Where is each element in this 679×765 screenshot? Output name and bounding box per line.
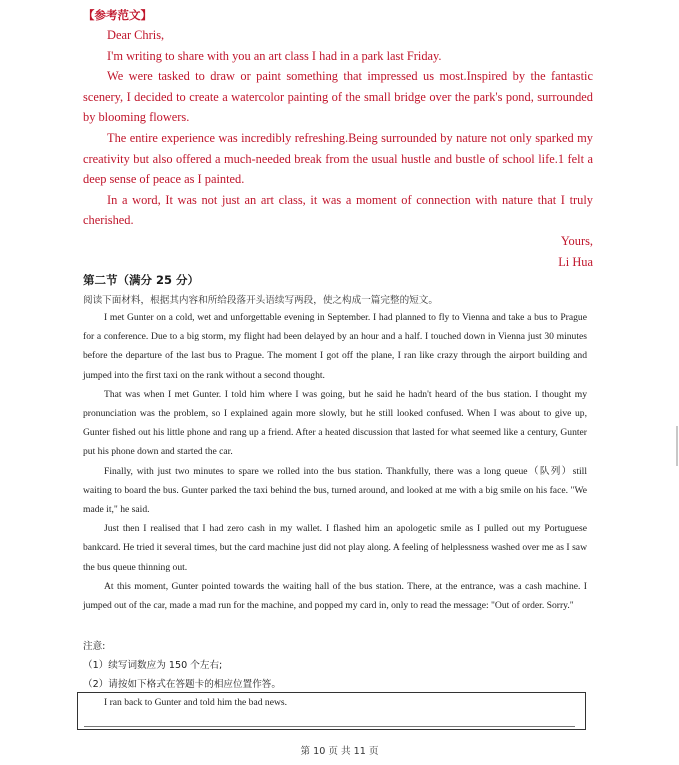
essay-paragraph: The entire experience was incredibly refreshing.Being surrounded by nature not only sparked my creativity but also offered a much-needed break from the usual hustle and bustle of school life.1 felt a deep sense of peace as I painted. xyxy=(83,130,593,187)
note-item: （1）续写词数应为 150 个左右; xyxy=(83,660,223,671)
essay-greeting: Dear Chris, xyxy=(107,28,165,42)
notes-title: 注意: xyxy=(83,641,106,652)
story-text xyxy=(83,308,587,615)
essay-paragraph: In a word, It was not just an art class, it was a moment of connection with nature that I truly cherished. xyxy=(83,192,593,228)
page-number: 第 10 页 共 11 页 xyxy=(300,746,379,757)
essay-closing: Yours, xyxy=(560,233,593,248)
note-item: （2）请按如下格式在答题卡的相应位置作答。 xyxy=(83,679,281,690)
story-paragraph: Finally, with just two minutes to spare we rolled into the bus station. Thankfully, there was a long queue（队列）still waiting to board the bus. Gunter parked the taxi behind the bus, turned around, and looked at me with a big smile on his face. "We made it," he said. xyxy=(83,465,587,516)
section-title: 第二节（满分 25 分） xyxy=(83,273,200,287)
reference-essay xyxy=(83,25,593,272)
story-paragraph: I met Gunter on a cold, wet and unforgettable evening in September. I had planned to fly to Vienna and take a bus to Prague for a conference. Due to a big storm, my flight had been delayed by an hour and a half. I touched down in Vienna just 30 minutes before the departure of the last bus to Prague. The moment I got off the plane, I ran like crazy through the airport building and jumped into the first taxi on the rank without a second thought. xyxy=(83,312,587,381)
answer-line xyxy=(84,726,575,727)
story-paragraph: That was when I met Gunter. I told him where I was going, but he said he hadn't heard of the bus station. I thought my pronunciation was the problem, so I explained again more slowly, but he still looked confused. When I was about to give up, Gunter fished out his little phone and rang up a friend. After a heated discussion that lasted for what seemed like a century, Gunter put his phone down and started the car. xyxy=(83,388,587,458)
essay-paragraph: We were tasked to draw or paint something that impressed us most.Inspired by the fantastic scenery, I decided to create a watercolor painting of the small bridge over the park's pond, surrounded by blooming flowers. xyxy=(83,69,593,125)
essay-paragraph: I'm writing to share with you an art class I had in a park last Friday. xyxy=(107,48,442,63)
answer-opening: I ran back to Gunter and told him the bad news. xyxy=(104,697,288,708)
story-paragraph: At this moment, Gunter pointed towards the waiting hall of the bus station. There, at the entrance, was a cash machine. I jumped out of the car, made a mad run for the machine, and popped my card in, only to read the message: "Out of order. Sorry." xyxy=(83,580,587,612)
scrollbar[interactable] xyxy=(676,426,678,466)
essay-signature: Li Hua xyxy=(558,254,593,269)
reference-heading: 【参考范文】 xyxy=(83,8,152,22)
answer-box[interactable] xyxy=(77,692,586,730)
section-instruction: 阅读下面材料，根据其内容和所给段落开头语续写两段，使之构成一篇完整的短文。 xyxy=(83,295,438,306)
story-paragraph: Just then I realised that I had zero cash in my wallet. I flashed him an apologetic smile as I pulled out my Portuguese bankcard. He tried it several times, but the card machine just did not play along. A feeling of helplessness washed over me as I saw the bus queue thinning out. xyxy=(83,523,587,573)
